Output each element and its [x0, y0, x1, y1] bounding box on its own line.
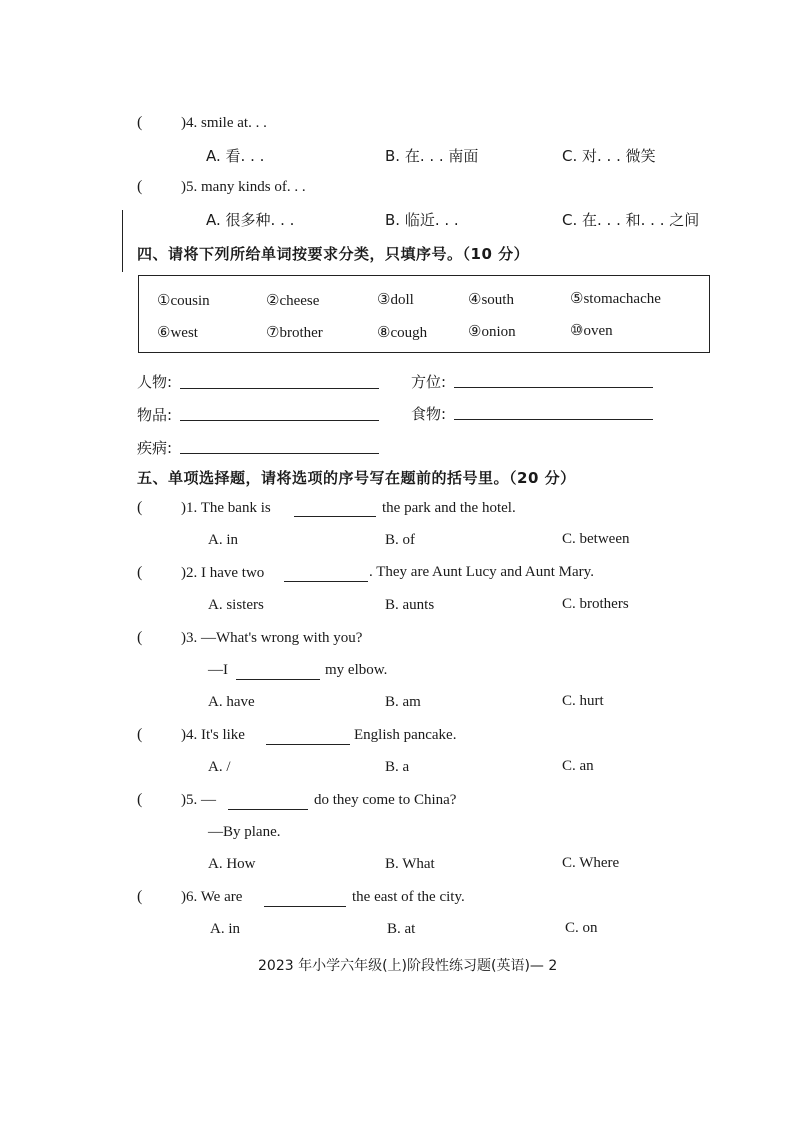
q4-stem-post: English pancake. — [354, 727, 457, 743]
q5-stem-pre: )5. — — [181, 792, 216, 808]
margin-bracket — [122, 210, 123, 272]
option-a: A. 看. . . — [206, 147, 265, 165]
answer-paren[interactable]: ( — [137, 178, 143, 195]
option-c: C. 在. . . 和. . . 之间 — [562, 211, 700, 229]
q6-stem-pre: )6. We are — [181, 889, 243, 905]
q1-blank[interactable] — [294, 516, 376, 517]
option-b: B. of — [385, 532, 415, 548]
category-direction-blank[interactable] — [454, 387, 653, 388]
option-c: C. hurt — [562, 693, 604, 709]
option-c: C. Where — [562, 855, 620, 871]
option-a: A. 很多种. . . — [206, 211, 295, 229]
answer-paren[interactable]: ( — [137, 629, 143, 646]
q6-blank[interactable] — [264, 906, 346, 907]
q5-blank[interactable] — [228, 809, 308, 810]
answer-paren[interactable]: ( — [137, 564, 143, 581]
answer-paren[interactable]: ( — [137, 888, 143, 905]
category-people-blank[interactable] — [180, 388, 379, 389]
answer-paren[interactable]: ( — [137, 726, 143, 743]
q4-stem-pre: )4. It's like — [181, 727, 245, 743]
answer-paren[interactable]: ( — [137, 114, 143, 131]
category-direction-label: 方位: — [411, 373, 447, 391]
option-c: C. 对. . . 微笑 — [562, 147, 656, 165]
q2-stem-post: . They are Aunt Lucy and Aunt Mary. — [369, 564, 594, 580]
option-a: A. / — [208, 759, 231, 775]
word-item: ⑨onion — [468, 324, 516, 340]
word-item: ③doll — [377, 292, 414, 308]
category-illness-label: 疾病: — [137, 439, 173, 457]
option-c: C. on — [565, 920, 598, 936]
word-item: ⑦brother — [266, 325, 323, 341]
category-food-label: 食物: — [411, 405, 447, 423]
option-b: B. a — [385, 759, 410, 775]
option-b: B. am — [385, 694, 421, 710]
page-footer: 2023 年小学六年级(上)阶段性练习题(英语)— 2 — [258, 958, 558, 974]
option-c: C. brothers — [562, 596, 629, 612]
section-4-heading: 四、请将下列所给单词按要求分类，只填序号。（10 分） — [137, 245, 530, 263]
word-item: ①cousin — [157, 293, 210, 309]
word-item: ④south — [468, 292, 514, 308]
q3-line2-pre: —I — [208, 662, 228, 678]
option-a: A. sisters — [208, 597, 264, 613]
q1-stem-post: the park and the hotel. — [382, 500, 516, 516]
category-people-label: 人物: — [137, 373, 173, 391]
q3-stem: )3. —What's wrong with you? — [181, 630, 363, 646]
option-a: A. How — [208, 856, 256, 872]
section-5-heading: 五、单项选择题，请将选项的序号写在题前的括号里。（20 分） — [137, 469, 576, 487]
option-c: C. between — [562, 531, 630, 547]
option-b: B. What — [385, 856, 435, 872]
category-objects-blank[interactable] — [180, 420, 379, 421]
answer-paren[interactable]: ( — [137, 499, 143, 516]
q2-blank[interactable] — [284, 581, 368, 582]
option-b: B. 临近. . . — [385, 211, 459, 229]
word-item: ⑤stomachache — [570, 291, 661, 307]
q4-blank[interactable] — [266, 744, 350, 745]
category-illness-blank[interactable] — [180, 453, 379, 454]
option-b: B. at — [387, 921, 416, 937]
option-a: A. in — [208, 532, 238, 548]
option-b: B. 在. . . 南面 — [385, 147, 479, 165]
option-a: A. have — [208, 694, 255, 710]
q1-stem-pre: )1. The bank is — [181, 500, 271, 516]
word-item: ⑩oven — [570, 323, 613, 339]
q5-line2: —By plane. — [208, 824, 281, 840]
category-objects-label: 物品: — [137, 406, 173, 424]
category-food-blank[interactable] — [454, 419, 653, 420]
q5-stem-post: do they come to China? — [314, 792, 457, 808]
q6-stem-post: the east of the city. — [352, 889, 465, 905]
word-item: ⑥west — [157, 325, 198, 341]
answer-paren[interactable]: ( — [137, 791, 143, 808]
word-item: ⑧cough — [377, 325, 428, 341]
option-b: B. aunts — [385, 597, 435, 613]
q3-blank[interactable] — [236, 679, 320, 680]
option-c: C. an — [562, 758, 594, 774]
option-a: A. in — [210, 921, 240, 937]
question-4-stem: )4. smile at. . . — [181, 115, 267, 131]
q3-line2-post: my elbow. — [325, 662, 388, 678]
q2-stem-pre: )2. I have two — [181, 565, 265, 581]
word-box — [138, 275, 710, 353]
question-5-stem: )5. many kinds of. . . — [181, 179, 306, 195]
word-item: ②cheese — [266, 293, 320, 309]
